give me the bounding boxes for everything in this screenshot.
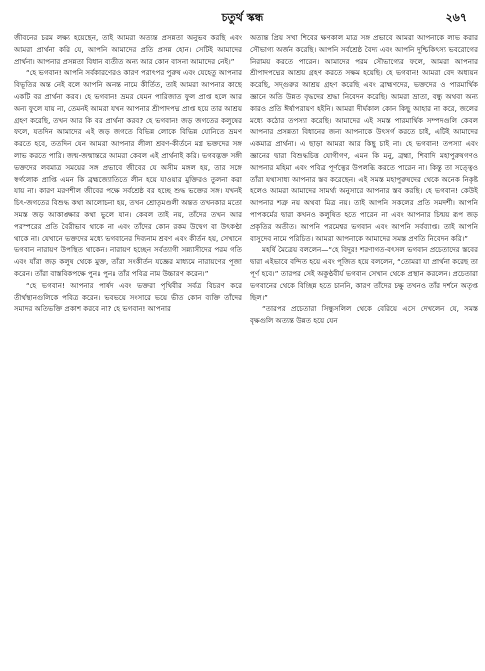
paragraph: “তারপর প্রচেতারা সিন্ধুসলিল থেকে বেরিয়ে এসে দেখলেন যে, সমস্ত বৃক্ষগুলি অত্যন্ত উন্নত হয়ে যেন [250,304,478,326]
page-header [0,9,485,25]
right-column [250,32,478,664]
left-column [14,32,242,664]
paragraph: অত্যন্ত প্রিয় সখা শিবের ক্ষণকাল মাত্র সঙ্গ প্রভাবে আমরা আপনাকে লাভ করার সৌভাগ্য অর্জন করেছি। আপনি সর্বশ্রেষ্ঠ বৈদ্য এবং আপনি দুশ্চিকিৎস্য ভবরোগের নিরাময় করতে পারেন। আমাদের পরম সৌভাগ্যের ফলে, আমরা আপনার শ্রীপাদপদ্মের আশ্রয় গ্রহণ করতে সক্ষম হয়েছি। হে ভগবান! আমরা বেদ অধ্যয়ন করেছি, সদ্গুরুর আশ্রয় গ্রহণ করেছি এবং ব্রাহ্মণদের, ভক্তদের ও পারমার্থিক জ্ঞানে অতি উন্নত বৃদ্ধদের শ্রদ্ধা নিবেদন করেছি। আমরা ভ্রাতা, বন্ধু অথবা অন্য কারও প্রতি ঈর্ষাপরায়ণ হইনি। আমরা দীর্ঘকাল কোন কিছু আহার না করে, জলের মধ্যে কঠোর তপস্যা করেছি। আমাদের এই সমস্ত পারমার্থিক সম্পদগুলি কেবল আপনার প্রসন্নতা বিধানের জন্য আপনাকে উৎসর্গ করতে চাই, এটিই আমাদের একমাত্র প্রার্থনা। এ ছাড়া আমরা আর কিছু চাই না। হে ভগবান! তপস্যা এবং জ্ঞানের দ্বারা বিশুদ্ধচিত্ত যোগীগণ, এমন কি মনু, ব্রহ্মা, শিবাদি মহাপুরুষগণও আপনার মহিমা এবং পবিত্র পূর্ণত্বের উপলব্ধি করতে পারেন না। কিন্তু তা সত্ত্বেও তাঁরা যথাসাধ্য আপনার স্তব করেছেন। এই সমস্ত মহাপুরুষদের থেকে অনেক নিকৃষ্ট হলেও আমরা আমাদের সামর্থ্য অনুসারে আপনার স্তব করছি। হে ভগবান! কেউই আপনার শত্রু নয় অথবা মিত্র নয়। তাই আপনি সকলের প্রতি সমদর্শী। আপনি পাপকর্মের দ্বারা কখনও কলুষিত হতে পারেন না এবং আপনার চিন্ময় রূপ জড় প্রকৃতির অতীত। আপনি পরমেশ্বর ভগবান এবং আপনি সর্বব্যাপ্ত। তাই আপনি বাসুদেব নামে পরিচিত। আমরা আপনাকে আমাদের সমস্ত প্রণতি নিবেদন করি।” [250,33,478,243]
paragraph: “হে ভগবান! আপনার পার্ষদ এবং ভক্তরা পৃথিবীর সর্বত্র বিচরণ করে তীর্থস্থানগুলিকে পবিত্র করেন। ভবভয়ে সংসারে ভয়ে ভীত কোন ব্যক্তি তাঁদের সমাদর অতিভক্তি প্রকাশ করবে না? হে ভগবান! আপনার [14,280,242,314]
page-number: ২৬৭ [445,11,467,24]
paragraph: মহর্ষি মৈত্রেয় বললেন—“হে বিদুর! শরণাগত-বৎসল ভগবান প্রচেতাদের স্তবের দ্বারা এইভাবে বন্দিত হয়ে এবং পূজিত হয়ে বললেন, “তোমরা যা প্রার্থনা করেছ তা পূর্ণ হবে।” তারপর সেই অকুণ্ঠবীর্য ভগবান সেখান থেকে প্রস্থান করলেন। প্রচেতারা ভগবানের থেকে বিচ্ছিন্ন হতে চাননি, কারণ তাঁদের চক্ষু তখনও তাঁর দর্শনে অতৃপ্ত ছিল।” [250,245,478,302]
paragraph: “হে ভগবান! আপনি সর্বকারণেরও কারণ পরাৎপর পুরুষ এবং যেহেতু আপনার বিভূতির অন্ত নেই বলে আপনি অনন্ত নামে কীর্তিত, তাই আমরা আপনার কাছে একটি বর প্রার্থনা করব। হে ভগবান! ভ্রমর যেমন পারিজাত ফুল প্রাপ্ত হলে আর অন্য ফুলে যায় না, তেমনই আমরা যখন আপনার শ্রীপাদপদ্ম প্রাপ্ত হয়ে তার আশ্রয় গ্রহণ করেছি, তখন আর কি বর প্রার্থনা করব? হে ভগবান! জড় জগতের কলুষের ফলে, যতদিন আমাদের এই জড় জগতে বিভিন্ন লোকে বিভিন্ন যোনিতে ভ্রমণ করতে হবে, ততদিন যেন আমরা আপনার লীলা শ্রবণ-কীর্তনে মগ্ন ভক্তদের সঙ্গ লাভ করতে পারি। জন্ম-জন্মান্তরে আমরা কেবল এই প্রার্থনাই করি। ভগবদ্ভক্ত সঙ্গী ভক্তদের লবমাত্র সময়ের সঙ্গ প্রভাবে জীবের যে অসীম মঙ্গল হয়, তার সঙ্গে স্বর্গলোক প্রাপ্তি এমন কি ব্রহ্মজ্যোতিতে লীন হয়ে যাওয়ার মুক্তিরও তুলনা করা যায় না। কারণ মরণশীল জীবের পক্ষে সর্বশ্রেষ্ঠ বর হচ্ছে শুদ্ধ ভক্তের সঙ্গ। যখনই চিৎ-জগতের বিশুদ্ধ কথা আলোচনা হয়, তখন শ্রোতৃমণ্ডলী অন্তত তখনকার মতো সমস্ত জড় আকাঙ্ক্ষার কথা ভুলে যান। কেবল তাই নয়, তাঁদের তখন আর পরস্পরের প্রতি বৈরীভাব থাকে না এবং তাঁদের কোন রকম উদ্বেগ বা উৎকণ্ঠা থাকে না। যেখানে ভক্তদের মধ্যে ভগবানের দিব্যনাম শ্রবণ এবং কীর্তন হয়, সেখানে ভগবান নারায়ণ উপস্থিত থাকেন। নারায়ণ হচ্ছেন সর্বত্যাগী সন্ন্যাসীদের পরম গতি এবং যাঁরা জড় কলুষ থেকে মুক্ত, তাঁরা সংকীর্তন যজ্ঞের মাধ্যমে নারায়ণের পূজা করেন। তাঁরা বাস্তবিকপক্ষে পুনঃ পুনঃ তাঁর পবিত্র নাম উচ্চারণ করেন।” [14,68,242,278]
paragraph: জীবনের চরম লক্ষ্য হয়েছেন, তাই আমরা অত্যন্ত প্রসন্নতা অনুভব করছি এবং আমরা প্রার্থনা করি যে, আপনি আমাদের প্রতি প্রসন্ন হোন। সেটিই আমাদের প্রার্থনা। আপনার প্রসন্নতা বিধান ব্যতীত অন্য আর কোন বাসনা আমাদের নেই।” [14,33,242,66]
canto-title: চতুর্থ স্কন্ধ [221,11,264,24]
